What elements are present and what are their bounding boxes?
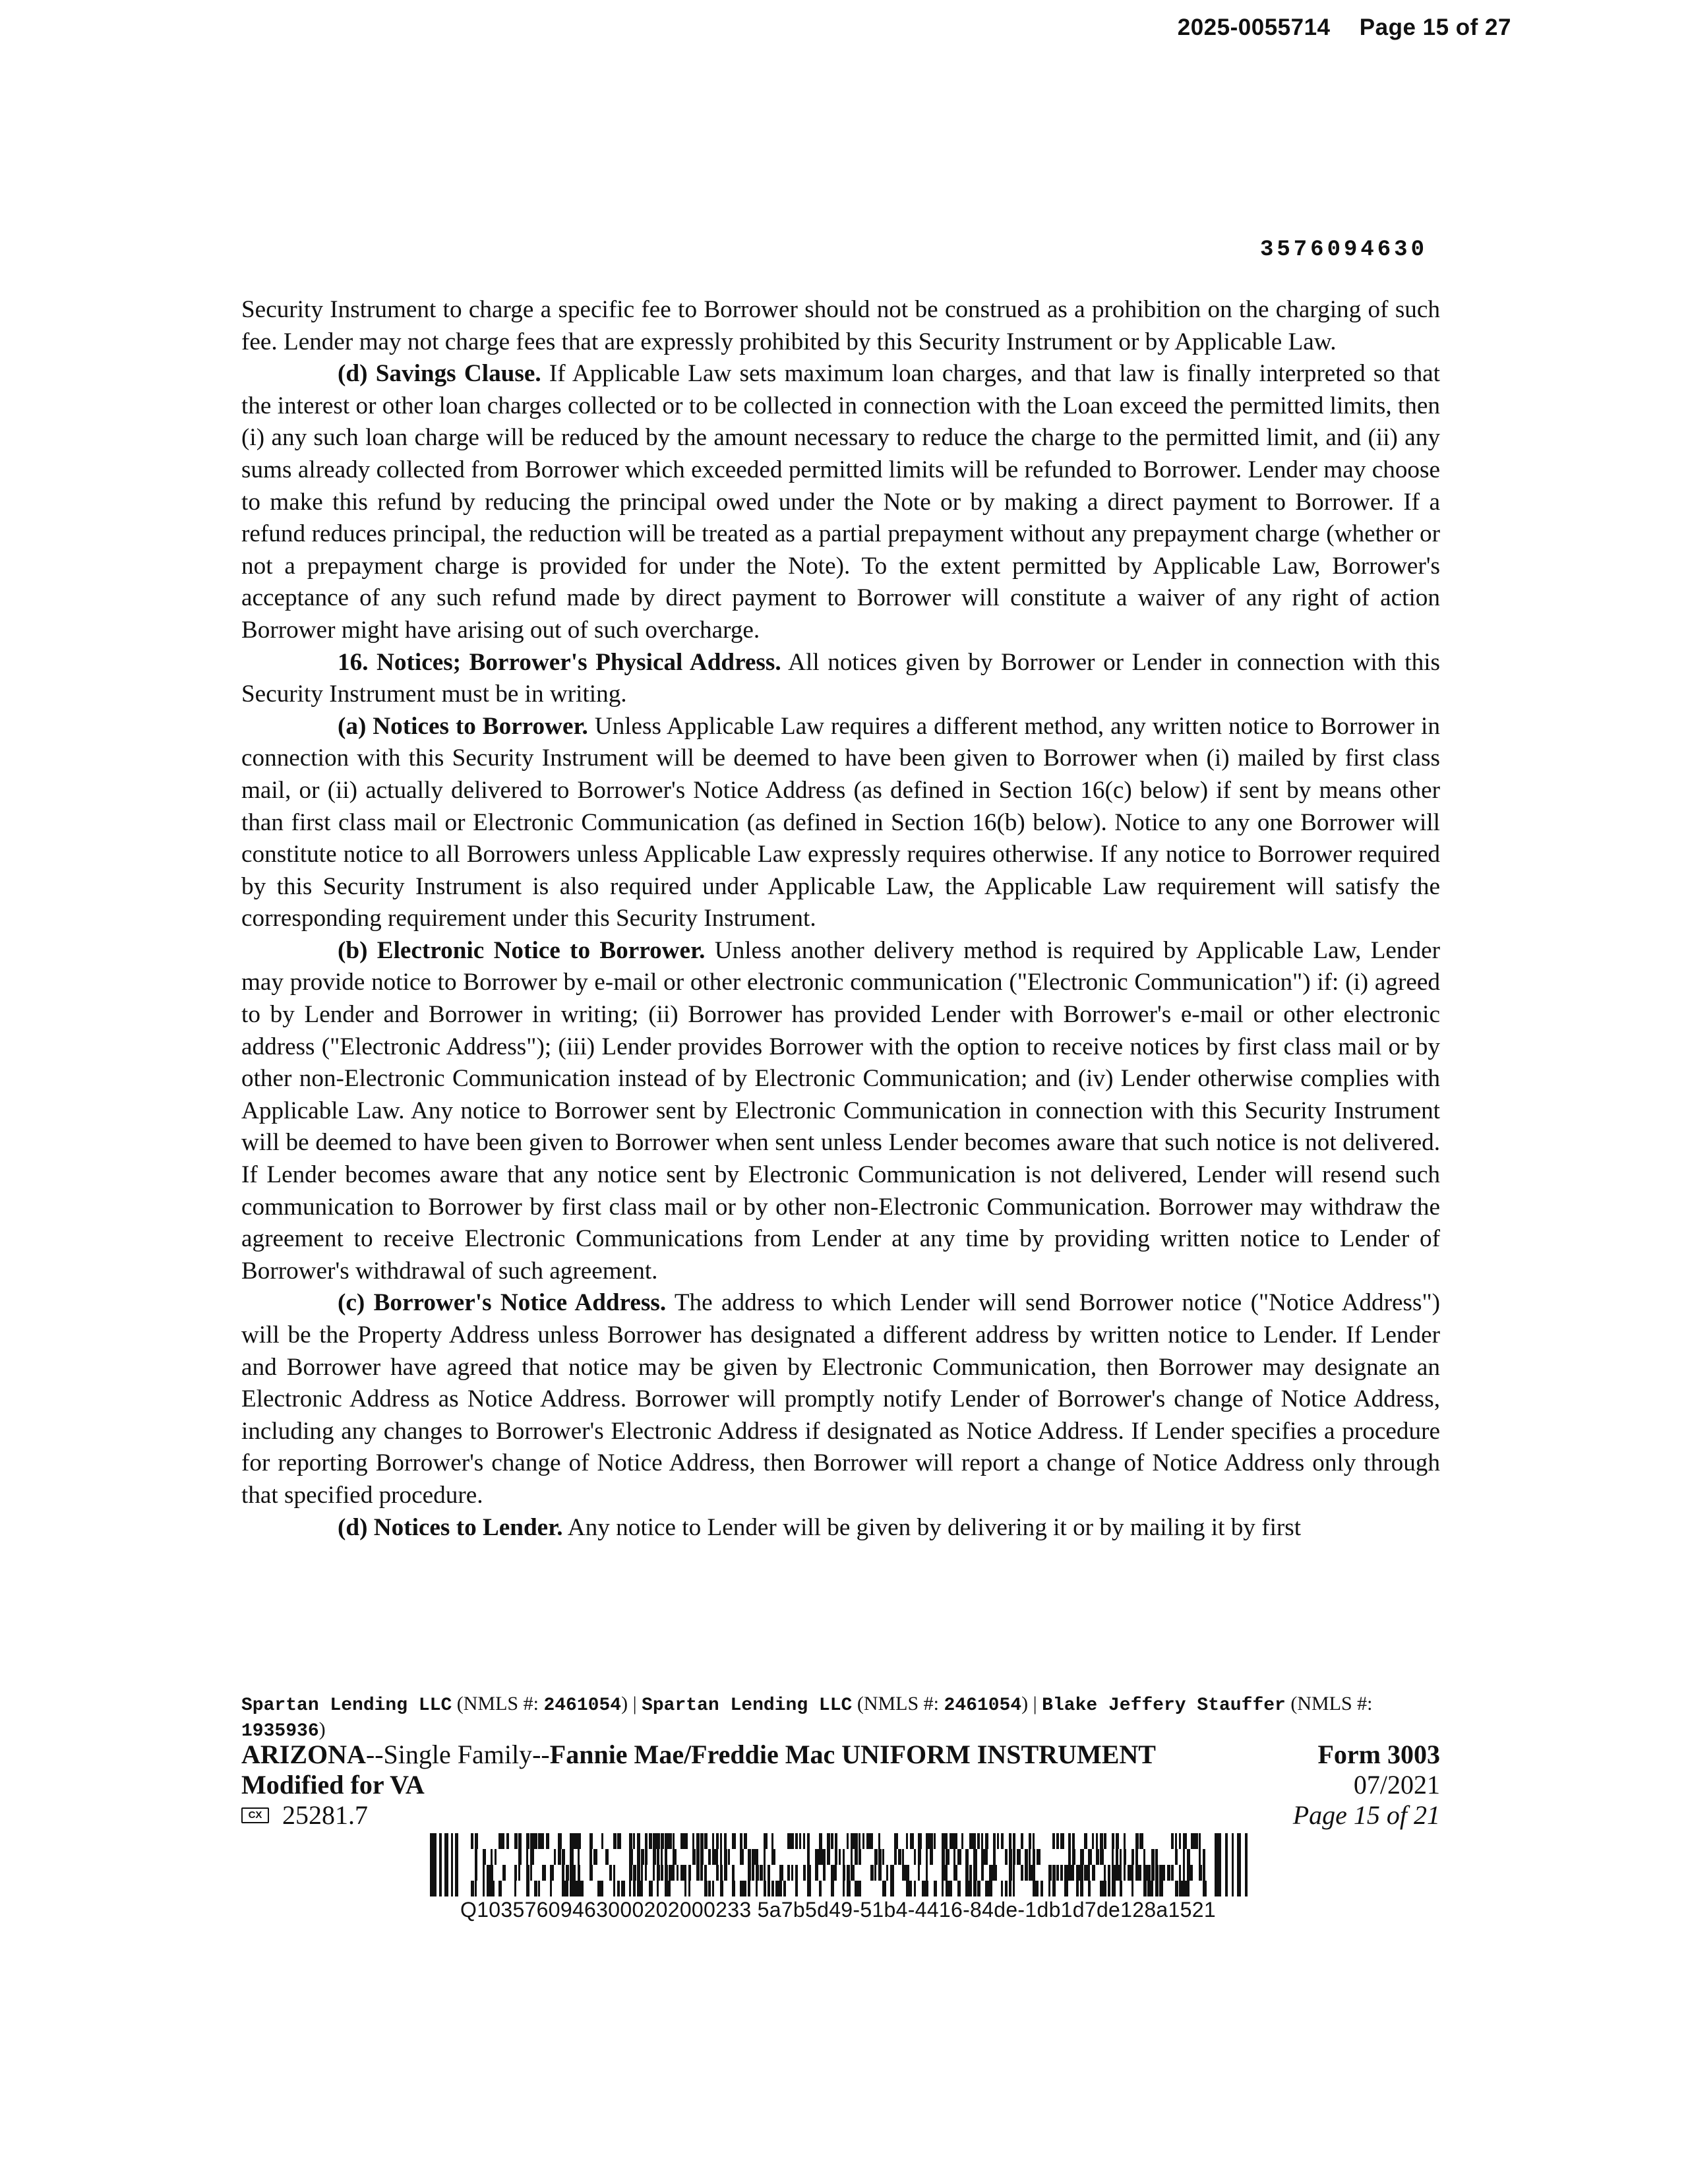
form-code-cell bbox=[241, 1800, 368, 1831]
paragraph-notices-to-lender bbox=[241, 1512, 1440, 1544]
form-label: Form 3003 bbox=[1317, 1740, 1440, 1769]
cx-logo-icon: CX bbox=[241, 1807, 269, 1823]
paragraph-electronic-notice bbox=[241, 935, 1440, 1288]
paragraph-notices bbox=[241, 647, 1440, 711]
paragraph-text: Unless another delivery method is required by Applicable Law, Lender may provide notice to Borrower by e-mail or other electronic communication ("Electronic Communication") if: (i) agreed to by Lender and Borrower in writing; (ii) Borrower has provided Lender with Borrower's e-mail or other electronic address ("Electronic Address"); (iii) Lender provides Borrower with the option to receive notices by first class mail or by other non-Electronic Communication instead of by Electronic Communication; and (iv) Lender otherwise complies with Applicable Law. Any notice to Borrower sent by Electronic Communication in connection with this Security Instrument will be deemed to have been given to Borrower when sent unless Lender becomes aware that such notice is not delivered. If Lender becomes aware that any notice sent by Electronic Communication is not delivered, Lender will resend such communication to Borrower by first class mail or by other non-Electronic Communication. Borrower may withdraw the agreement to receive Electronic Communications from Lender at any time by providing written notice to Lender of Borrower's withdrawal of such agreement. bbox=[241, 936, 1440, 1285]
footer-row-1 bbox=[241, 1740, 1440, 1770]
modified-label: Modified for VA bbox=[241, 1770, 425, 1800]
nmls-number: 2461054 bbox=[543, 1695, 622, 1716]
loan-number: 3576094630 bbox=[1259, 237, 1428, 262]
footer-form-block bbox=[241, 1740, 1440, 1831]
footer-row-3 bbox=[241, 1800, 1440, 1831]
recording-header bbox=[1178, 15, 1511, 41]
property-type: --Single Family-- bbox=[365, 1740, 550, 1769]
paragraph-heading: (c) Borrower's Notice Address. bbox=[338, 1289, 667, 1317]
form-page-cell bbox=[1293, 1800, 1440, 1831]
lender-name: Spartan Lending LLC bbox=[241, 1695, 452, 1716]
lender-name: Spartan Lending LLC bbox=[642, 1695, 853, 1716]
paragraph-heading: (b) Electronic Notice to Borrower. bbox=[338, 936, 706, 964]
paragraph-heading: 16. Notices; Borrower's Physical Address. bbox=[338, 648, 781, 676]
nmls-label: (NMLS #: bbox=[1285, 1693, 1373, 1714]
footer-row-2 bbox=[241, 1770, 1440, 1800]
form-date: 07/2021 bbox=[1353, 1770, 1440, 1800]
instrument-title bbox=[241, 1740, 1156, 1770]
paragraph-heading: (d) Savings Clause. bbox=[338, 360, 541, 388]
document-body bbox=[241, 294, 1440, 1544]
paragraph-notices-to-borrower bbox=[241, 711, 1440, 935]
modified-cell bbox=[241, 1770, 425, 1800]
paragraph-notice-address bbox=[241, 1287, 1440, 1511]
paragraph-text: The address to which Lender will send Borrower notice ("Notice Address") will be the Property Address unless Borrower has designated a different address by written notice to Lender. If Lender and Borrower have agreed that notice may be given by Electronic Communication, then Borrower may designate an Electronic Address as Notice Address. Borrower will promptly notify Lender of Borrower's change of Notice Address, including any changes to Borrower's Electronic Address if designated as Notice Address. If Lender specifies a procedure for reporting Borrower's change of Notice Address, then Borrower will report a change of Notice Address only through that specified procedure. bbox=[241, 1289, 1441, 1509]
form-code: 25281.7 bbox=[282, 1800, 368, 1830]
barcode-text: Q10357609463000202000233 5a7b5d49-51b4-4416-84de-1db1d7de128a1521 bbox=[460, 1898, 1216, 1922]
footer-lender-line bbox=[241, 1692, 1415, 1744]
paragraph-text: Security Instrument to charge a specific fee to Borrower should not be construed as a prohibition on the charging of such fee. Lender may not charge fees that are expressly prohibited by this Security Instrument or by Applicable Law. bbox=[241, 296, 1440, 355]
originator-name: Blake Jeffery Stauffer bbox=[1042, 1695, 1286, 1716]
nmls-label: (NMLS #: bbox=[852, 1693, 944, 1714]
paragraph-text: Any notice to Lender will be given by delivering it or by mailing it by first bbox=[562, 1513, 1302, 1541]
form-label-cell bbox=[1317, 1740, 1440, 1770]
state-name: ARIZONA bbox=[241, 1740, 366, 1769]
form-page-indicator: Page 15 of 21 bbox=[1292, 1800, 1440, 1830]
separator: ) | bbox=[621, 1693, 642, 1714]
paragraph-text: All notices given by Borrower or Lender in connection with this Security Instrument must be in writing. bbox=[241, 648, 1440, 708]
instrument-name: Fannie Mae/Freddie Mac UNIFORM INSTRUMENT bbox=[549, 1740, 1156, 1769]
barcode-image bbox=[430, 1833, 1250, 1896]
paragraph-heading: (d) Notices to Lender. bbox=[338, 1513, 563, 1541]
paragraph-text: Unless Applicable Law requires a different method, any written notice to Borrower in connection with this Security Instrument will be deemed to have been given to Borrower when (i) mailed by first class mail, or (ii) actually delivered to Borrower's Notice Address (as defined in Section 16(c) below) if sent by means other than first class mail or Electronic Communication (as defined in Section 16(b) below). Notice to any one Borrower will constitute notice to all Borrowers unless Applicable Law expressly requires otherwise. If any notice to Borrower required by this Security Instrument is also required under Applicable Law, the Applicable Law requirement will satisfy the corresponding requirement under this Security Instrument. bbox=[241, 712, 1440, 932]
paragraph-savings-clause bbox=[241, 358, 1440, 646]
paragraph-text: If Applicable Law sets maximum loan charges, and that law is finally interpreted so that the interest or other loan charges collected or to be collected in connection with the Loan exceed the permitted limits, then (i) any such loan charge will be reduced by the amount necessary to reduce the charge to the permitted limit, and (ii) any sums already collected from Borrower which exceeded permitted limits will be refunded to Borrower. Lender may choose to make this refund by reducing the principal owed under the Note or by making a direct payment to Borrower. If a refund reduces principal, the reduction will be treated as a partial prepayment without any prepayment charge (whether or not a prepayment charge is provided for under the Note). To the extent permitted by Applicable Law, Borrower's acceptance of any such refund made by direct payment to Borrower will constitute a waiver of any right of action Borrower might have arising out of such overcharge. bbox=[241, 360, 1440, 644]
separator: ) | bbox=[1021, 1693, 1042, 1714]
page-indicator: Page 15 of 27 bbox=[1359, 15, 1511, 40]
paragraph-heading: (a) Notices to Borrower. bbox=[338, 712, 588, 740]
paragraph-continuation bbox=[241, 294, 1440, 358]
close-paren: ) bbox=[318, 1718, 326, 1740]
nmls-number: 1935936 bbox=[241, 1721, 319, 1742]
nmls-label: (NMLS #: bbox=[452, 1693, 544, 1714]
nmls-number: 2461054 bbox=[944, 1695, 1022, 1716]
recording-number: 2025-0055714 bbox=[1177, 15, 1331, 40]
